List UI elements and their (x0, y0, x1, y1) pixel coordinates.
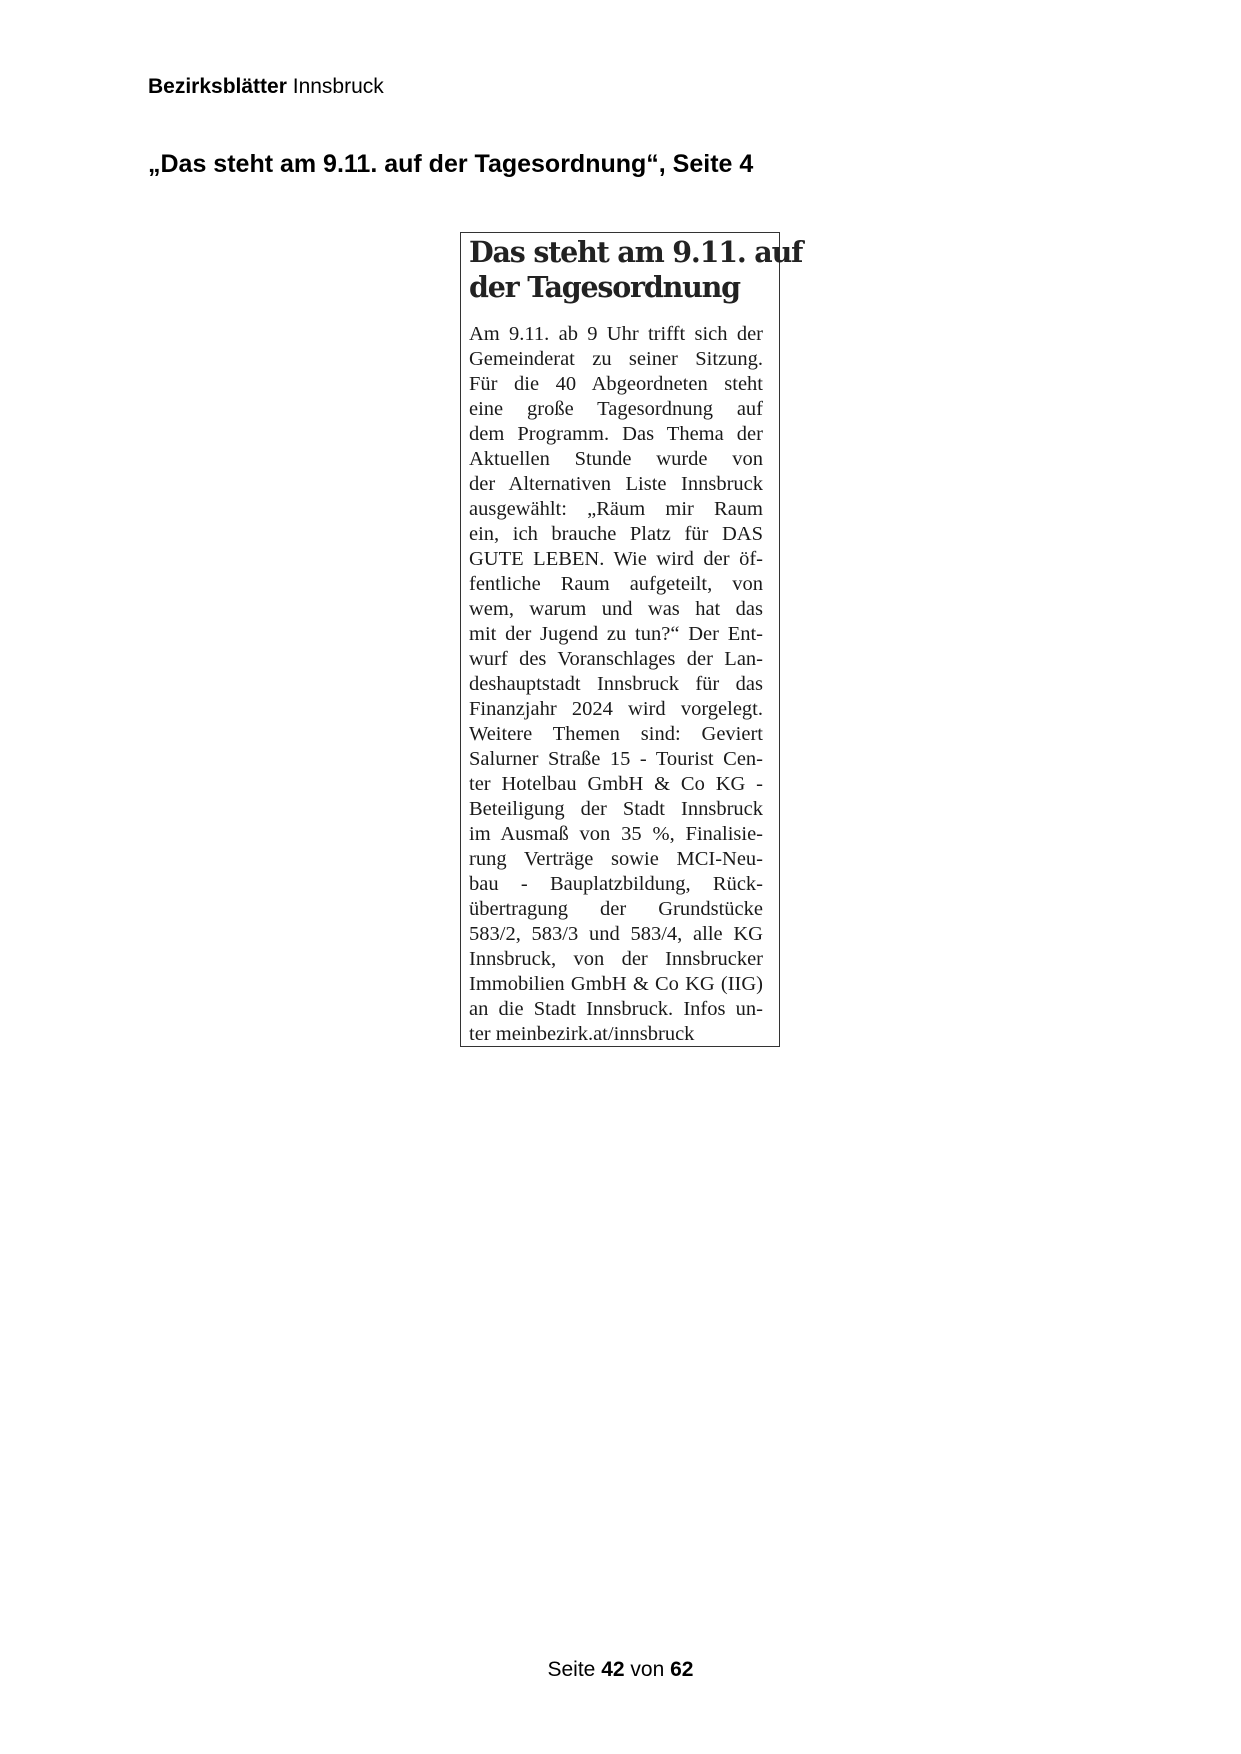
clipping-body-line: GUTE LEBEN. Wie wird der öf- (469, 548, 763, 570)
clipping-body-line: Aktuellen Stunde wurde von (469, 448, 763, 470)
clipping-body-line: 583/2, 583/3 und 583/4, alle KG (469, 923, 763, 945)
page-footer-separator: von (630, 1658, 665, 1681)
article-reference: „Das steht am 9.11. auf der Tagesordnung“, Seite 4 (148, 150, 754, 178)
clipping-body-line: Beteiligung der Stadt Innsbruck (469, 798, 763, 820)
clipping-body-line: bau - Bauplatzbildung, Rück- (469, 873, 763, 895)
clipping-body-line: der Alternativen Liste Innsbruck (469, 473, 763, 495)
clipping-body-line: ter Hotelbau GmbH & Co KG - (469, 773, 763, 795)
newspaper-clipping (460, 232, 803, 1047)
clipping-body-line: rung Verträge sowie MCI-Neu- (469, 848, 763, 870)
clipping-body-line: Salurner Straße 15 - Tourist Cen- (469, 748, 763, 770)
clipping-body-line: mit der Jugend zu tun?“ Der Ent- (469, 623, 763, 645)
clipping-body-line: ter meinbezirk.at/innsbruck (469, 1023, 695, 1045)
clipping-body (469, 322, 763, 1047)
clipping-body-line: dem Programm. Das Thema der (469, 423, 763, 445)
clipping-body-line: im Ausmaß von 35 %, Finalisie- (469, 823, 763, 845)
clipping-body-line: deshauptstadt Innsbruck für das (469, 673, 763, 695)
current-page-number: 42 (601, 1658, 625, 1681)
clipping-body-line: ein, ich brauche Platz für DAS (469, 523, 763, 545)
page-footer (0, 1657, 1241, 1683)
clipping-headline (469, 233, 803, 305)
clipping-headline-line: der Tagesordnung (469, 270, 740, 304)
clipping-body-line: Gemeinderat zu seiner Sitzung. (469, 348, 763, 370)
clipping-body-line: an die Stadt Innsbruck. Infos un- (469, 998, 763, 1020)
clipping-body-line: wurf des Voranschlages der Lan- (469, 648, 763, 670)
clipping-body-line: Innsbruck, von der Innsbrucker (469, 948, 763, 970)
clipping-body-line: ausgewählt: „Räum mir Raum (469, 498, 763, 520)
total-page-count: 62 (670, 1658, 694, 1681)
clipping-body-line: übertragung der Grundstücke (469, 898, 763, 920)
publication-edition: Innsbruck (292, 75, 384, 98)
page-footer-prefix: Seite (547, 1658, 596, 1681)
clipping-headline-line: Das steht am 9.11. auf (469, 235, 803, 269)
publication-header (148, 74, 384, 100)
clipping-body-line: Für die 40 Abgeordneten steht (469, 373, 763, 395)
clipping-body-line: Immobilien GmbH & Co KG (IIG) (469, 973, 763, 995)
clipping-body-line: Weitere Themen sind: Geviert (469, 723, 763, 745)
clipping-body-line: Finanzjahr 2024 wird vorgelegt. (469, 698, 763, 720)
clipping-body-line: Am 9.11. ab 9 Uhr trifft sich der (469, 323, 763, 345)
clipping-body-line: wem, warum und was hat das (469, 598, 763, 620)
clipping-body-line: eine große Tagesordnung auf (469, 398, 763, 420)
clipping-body-line: fentliche Raum aufgeteilt, von (469, 573, 763, 595)
publication-name: Bezirksblätter (148, 75, 287, 98)
